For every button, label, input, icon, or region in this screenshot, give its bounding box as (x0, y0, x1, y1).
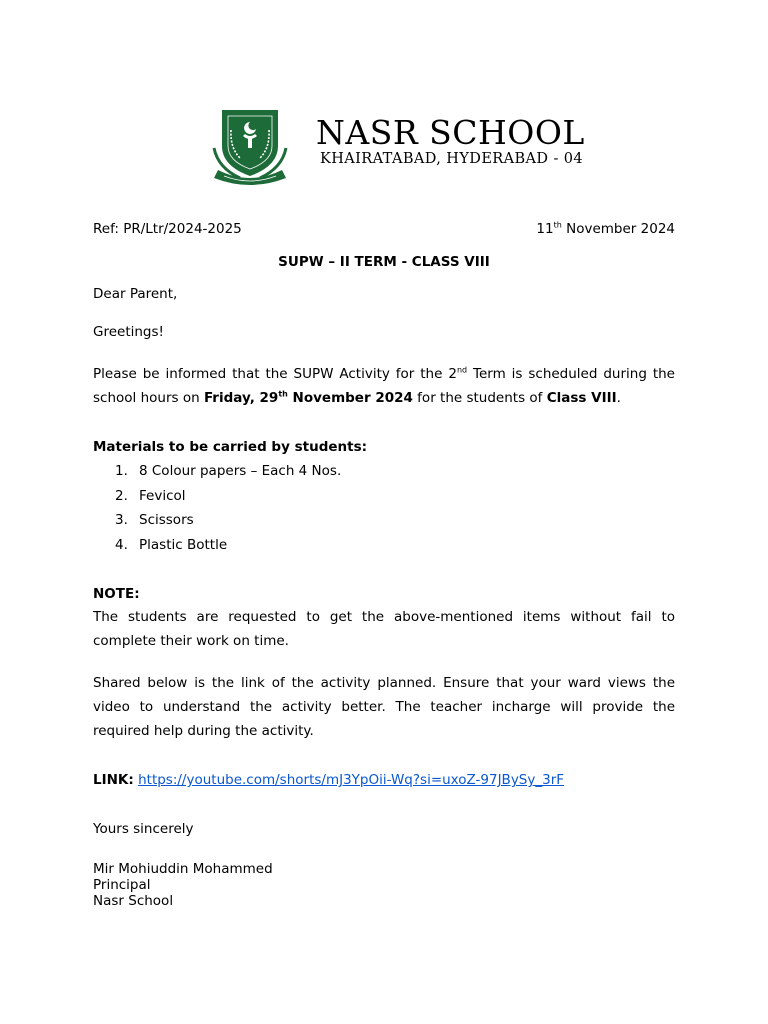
intro-paragraph: Please be informed that the SUPW Activity for the 2nd Term is scheduled during the school hours on Friday, 29th November 2024 for the students of Class VIII. (93, 365, 675, 406)
list-item: 2. Fevicol (115, 487, 186, 504)
note-heading: NOTE: (93, 586, 140, 602)
letter-date: 11th November 2024 (536, 220, 675, 237)
list-item: 1. 8 Colour papers – Each 4 Nos. (115, 463, 342, 479)
reference-number: Ref: PR/Ltr/2024-2025 (93, 221, 242, 237)
school-address: KHAIRATABAD, HYDERABAD - 04 (320, 151, 584, 167)
letter-subject: SUPW – II TERM - CLASS VIII (278, 254, 490, 270)
closing: Yours sincerely (93, 821, 194, 837)
greeting: Greetings! (93, 324, 164, 340)
school-crest-logo (210, 106, 300, 186)
signatory-title: Principal (93, 877, 151, 893)
link-label: LINK: (93, 772, 134, 788)
letterhead (210, 106, 590, 188)
school-name: NASR SCHOOL (316, 113, 585, 152)
salutation: Dear Parent, (93, 286, 178, 302)
materials-list (93, 459, 653, 557)
activity-link-row (93, 772, 564, 788)
signatory-organisation: Nasr School (93, 893, 174, 909)
note-paragraph: The students are requested to get the above-mentioned items without fail to complete their work on time. (93, 609, 675, 649)
signatory-name: Mir Mohiuddin Mohammed (93, 861, 273, 877)
list-item: 3. Scissors (115, 512, 194, 528)
list-item: 4. Plastic Bottle (115, 536, 228, 553)
shared-paragraph: Shared below is the link of the activity planned. Ensure that your ward views the video to understand the activity better. The teacher incharge will provide the required help during the activity. (93, 675, 675, 739)
signature-block (93, 861, 273, 909)
materials-heading: Materials to be carried by students: (93, 439, 368, 455)
activity-video-link[interactable]: https://youtube.com/shorts/mJ3YpOii-Wq?si=uxoZ-97JBySy_3rF (138, 772, 565, 788)
